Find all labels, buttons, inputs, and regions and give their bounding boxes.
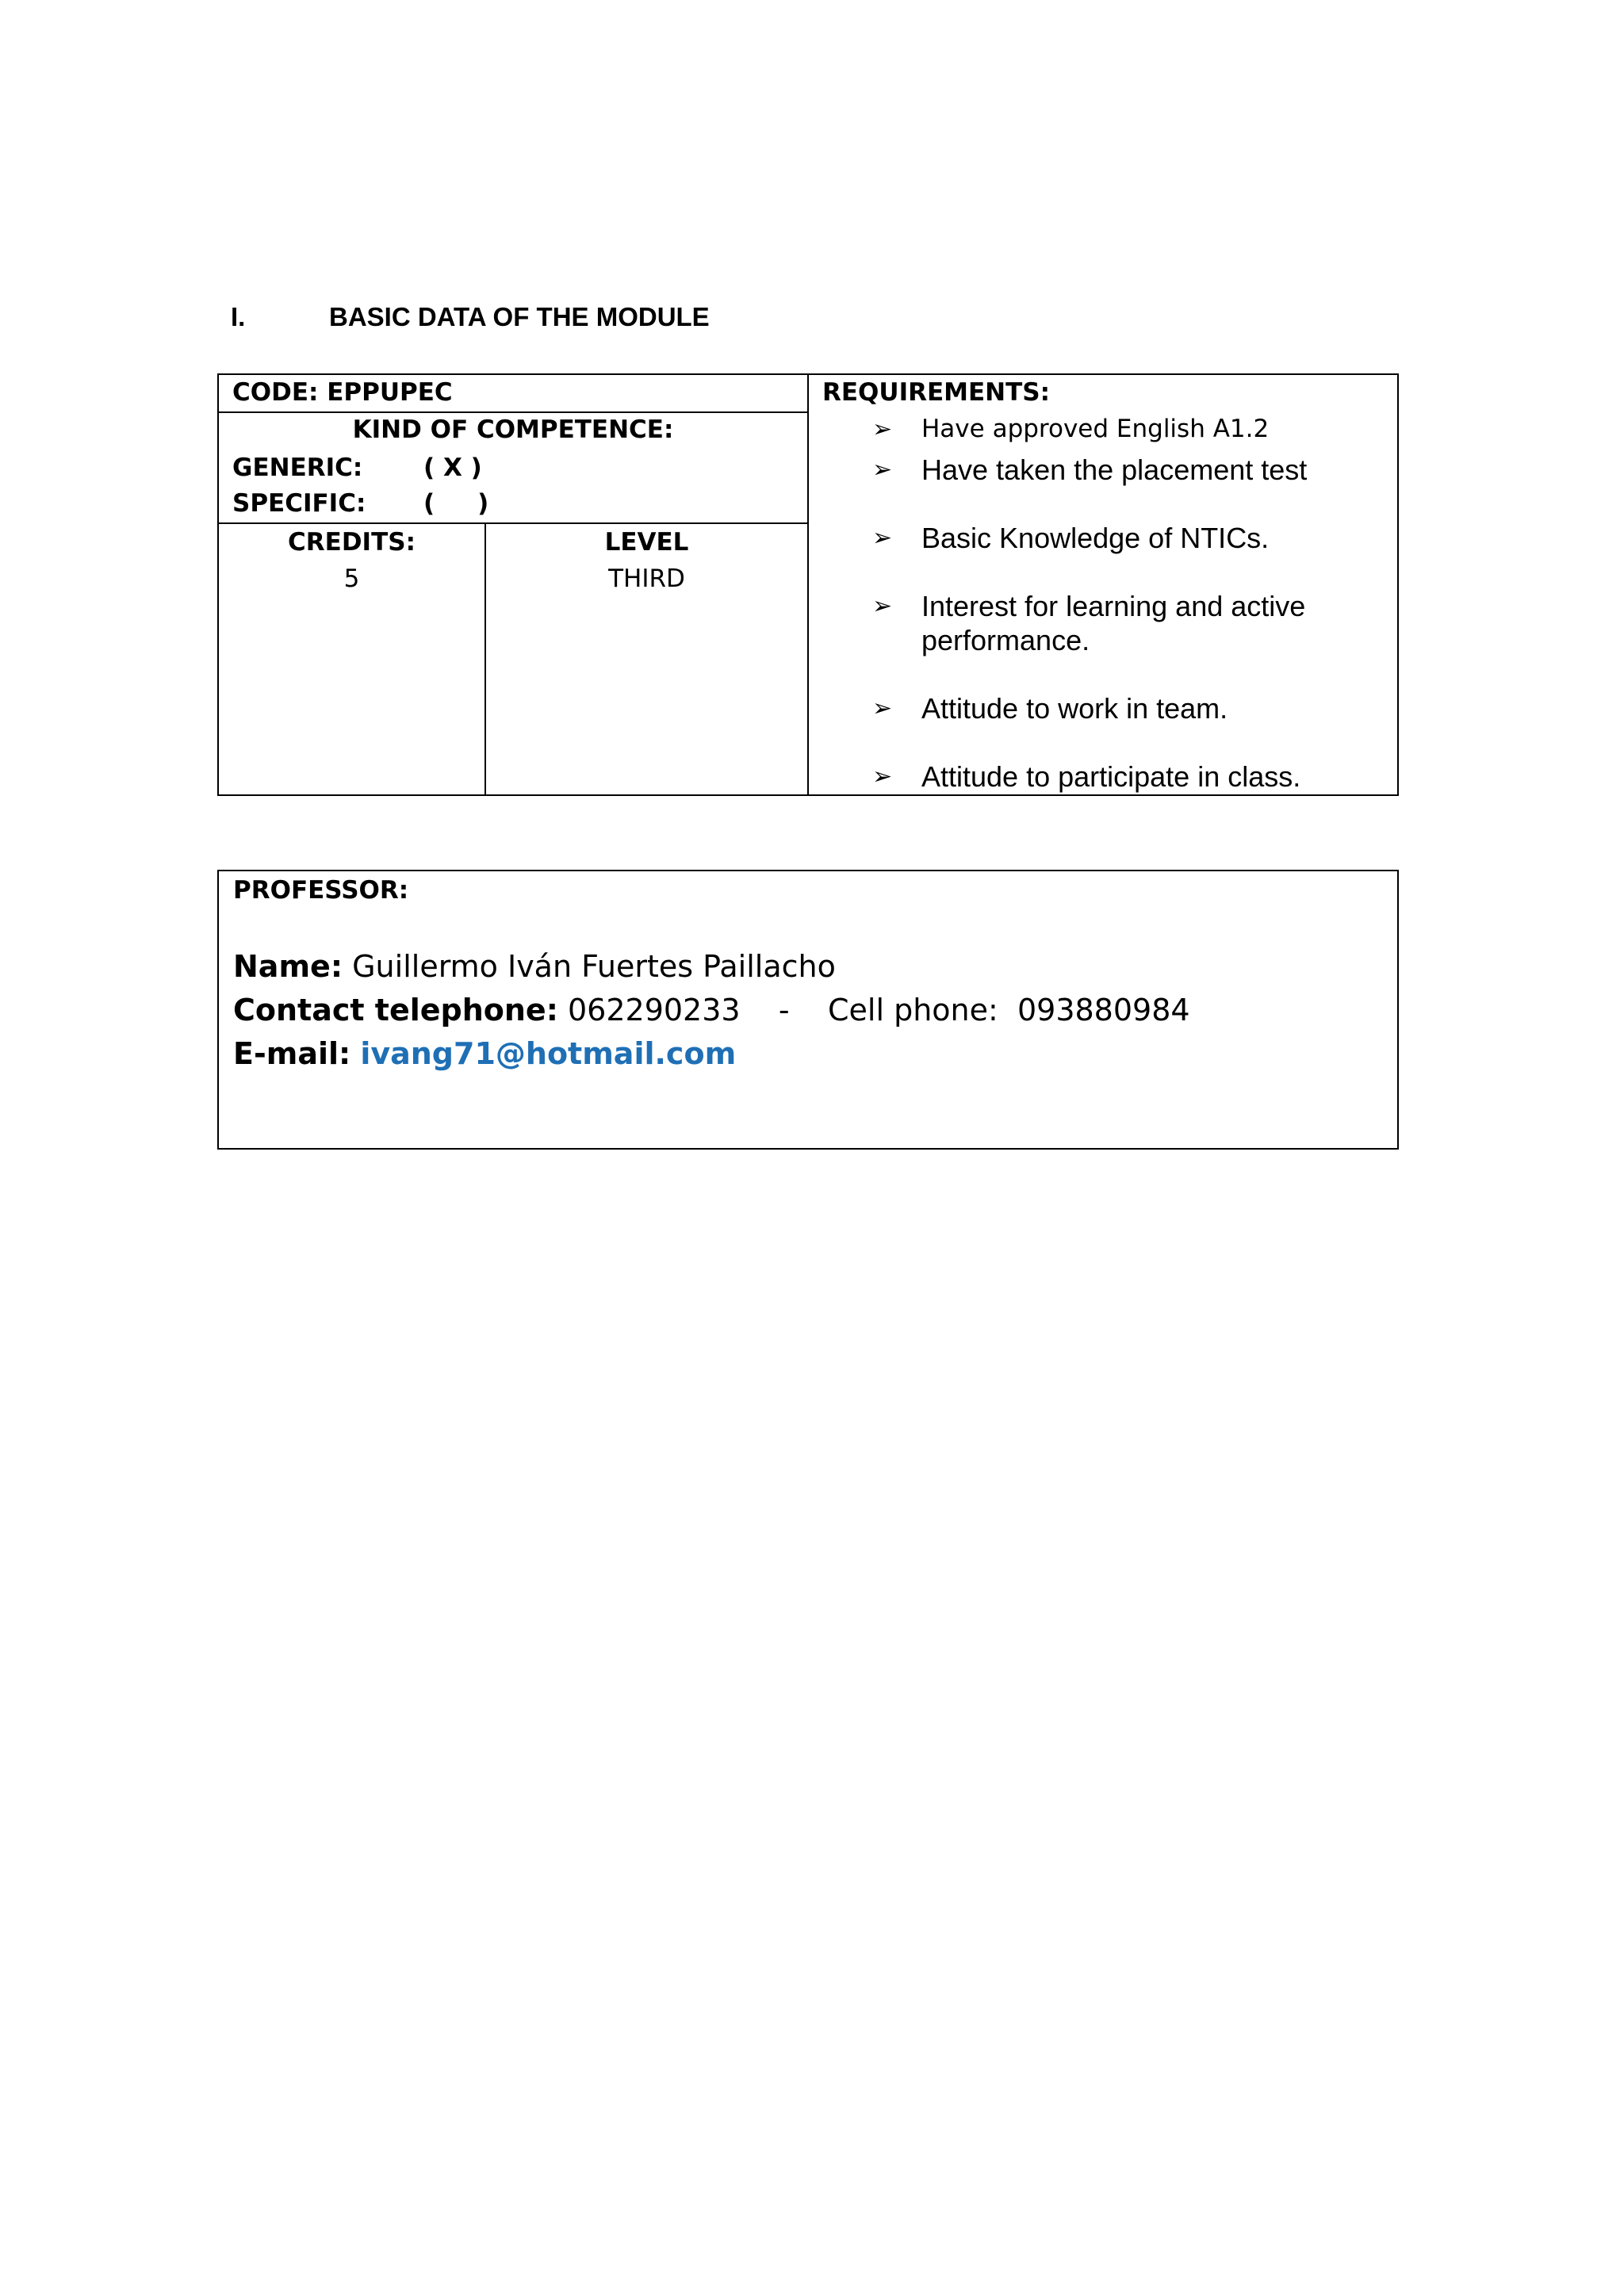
section-title: BASIC DATA OF THE MODULE [329, 302, 710, 331]
phone-separator: - [778, 993, 790, 1027]
cell-phone-label: Cell phone: [827, 993, 998, 1027]
requirement-item: ➢ Interest for learning and active performance. [872, 590, 1306, 656]
cell-phone-value: 093880984 [1017, 993, 1190, 1027]
requirements-label: REQUIREMENTS: [822, 378, 1050, 407]
email-link[interactable]: ivang71@hotmail.com [360, 1036, 737, 1071]
requirement-item: ➢ Attitude to work in team. [872, 692, 1228, 725]
arrow-bullet-icon: ➢ [872, 695, 893, 722]
requirement-item: ➢ Basic Knowledge of NTICs. [872, 522, 1270, 554]
name-value: Guillermo Iván Fuertes Paillacho [352, 949, 836, 984]
professor-label: PROFESSOR: [233, 876, 409, 905]
level-label: LEVEL [604, 528, 689, 557]
level-value: THIRD [608, 564, 685, 593]
email-label: E-mail: [233, 1036, 351, 1071]
generic-mark: ( X ) [423, 453, 482, 482]
requirement-item: ➢ Attitude to participate in class. [872, 760, 1301, 793]
section-number: I. [231, 302, 246, 331]
professor-name-line [233, 945, 836, 988]
specific-mark: ( ) [423, 489, 489, 518]
table-divider-code [219, 411, 807, 413]
table-divider-competence [219, 522, 807, 524]
professor-box [217, 870, 1399, 1150]
arrow-bullet-icon: ➢ [872, 524, 893, 552]
arrow-bullet-icon: ➢ [872, 763, 893, 790]
credits-label: CREDITS: [288, 528, 416, 557]
module-code: CODE: EPPUPEC [232, 378, 453, 407]
table-divider-main [807, 375, 809, 794]
specific-label: SPECIFIC: [232, 489, 366, 518]
section-heading [231, 301, 710, 333]
arrow-bullet-icon: ➢ [872, 592, 893, 620]
professor-phone-line [233, 989, 1190, 1031]
arrow-bullet-icon: ➢ [872, 456, 893, 484]
telephone-value: 062290233 [568, 993, 741, 1027]
requirement-item: ➢ Have approved English A1.2 [866, 412, 1373, 446]
name-label: Name: [233, 949, 343, 984]
requirements-list [866, 412, 1373, 794]
telephone-label: Contact telephone: [233, 993, 558, 1027]
professor-email-line [233, 1032, 736, 1075]
credits-value: 5 [343, 564, 360, 593]
arrow-bullet-icon: ➢ [872, 415, 893, 443]
generic-label: GENERIC: [232, 453, 363, 482]
requirement-item: ➢ Have taken the placement test [872, 453, 1308, 486]
kind-of-competence-label: KIND OF COMPETENCE: [352, 415, 674, 444]
